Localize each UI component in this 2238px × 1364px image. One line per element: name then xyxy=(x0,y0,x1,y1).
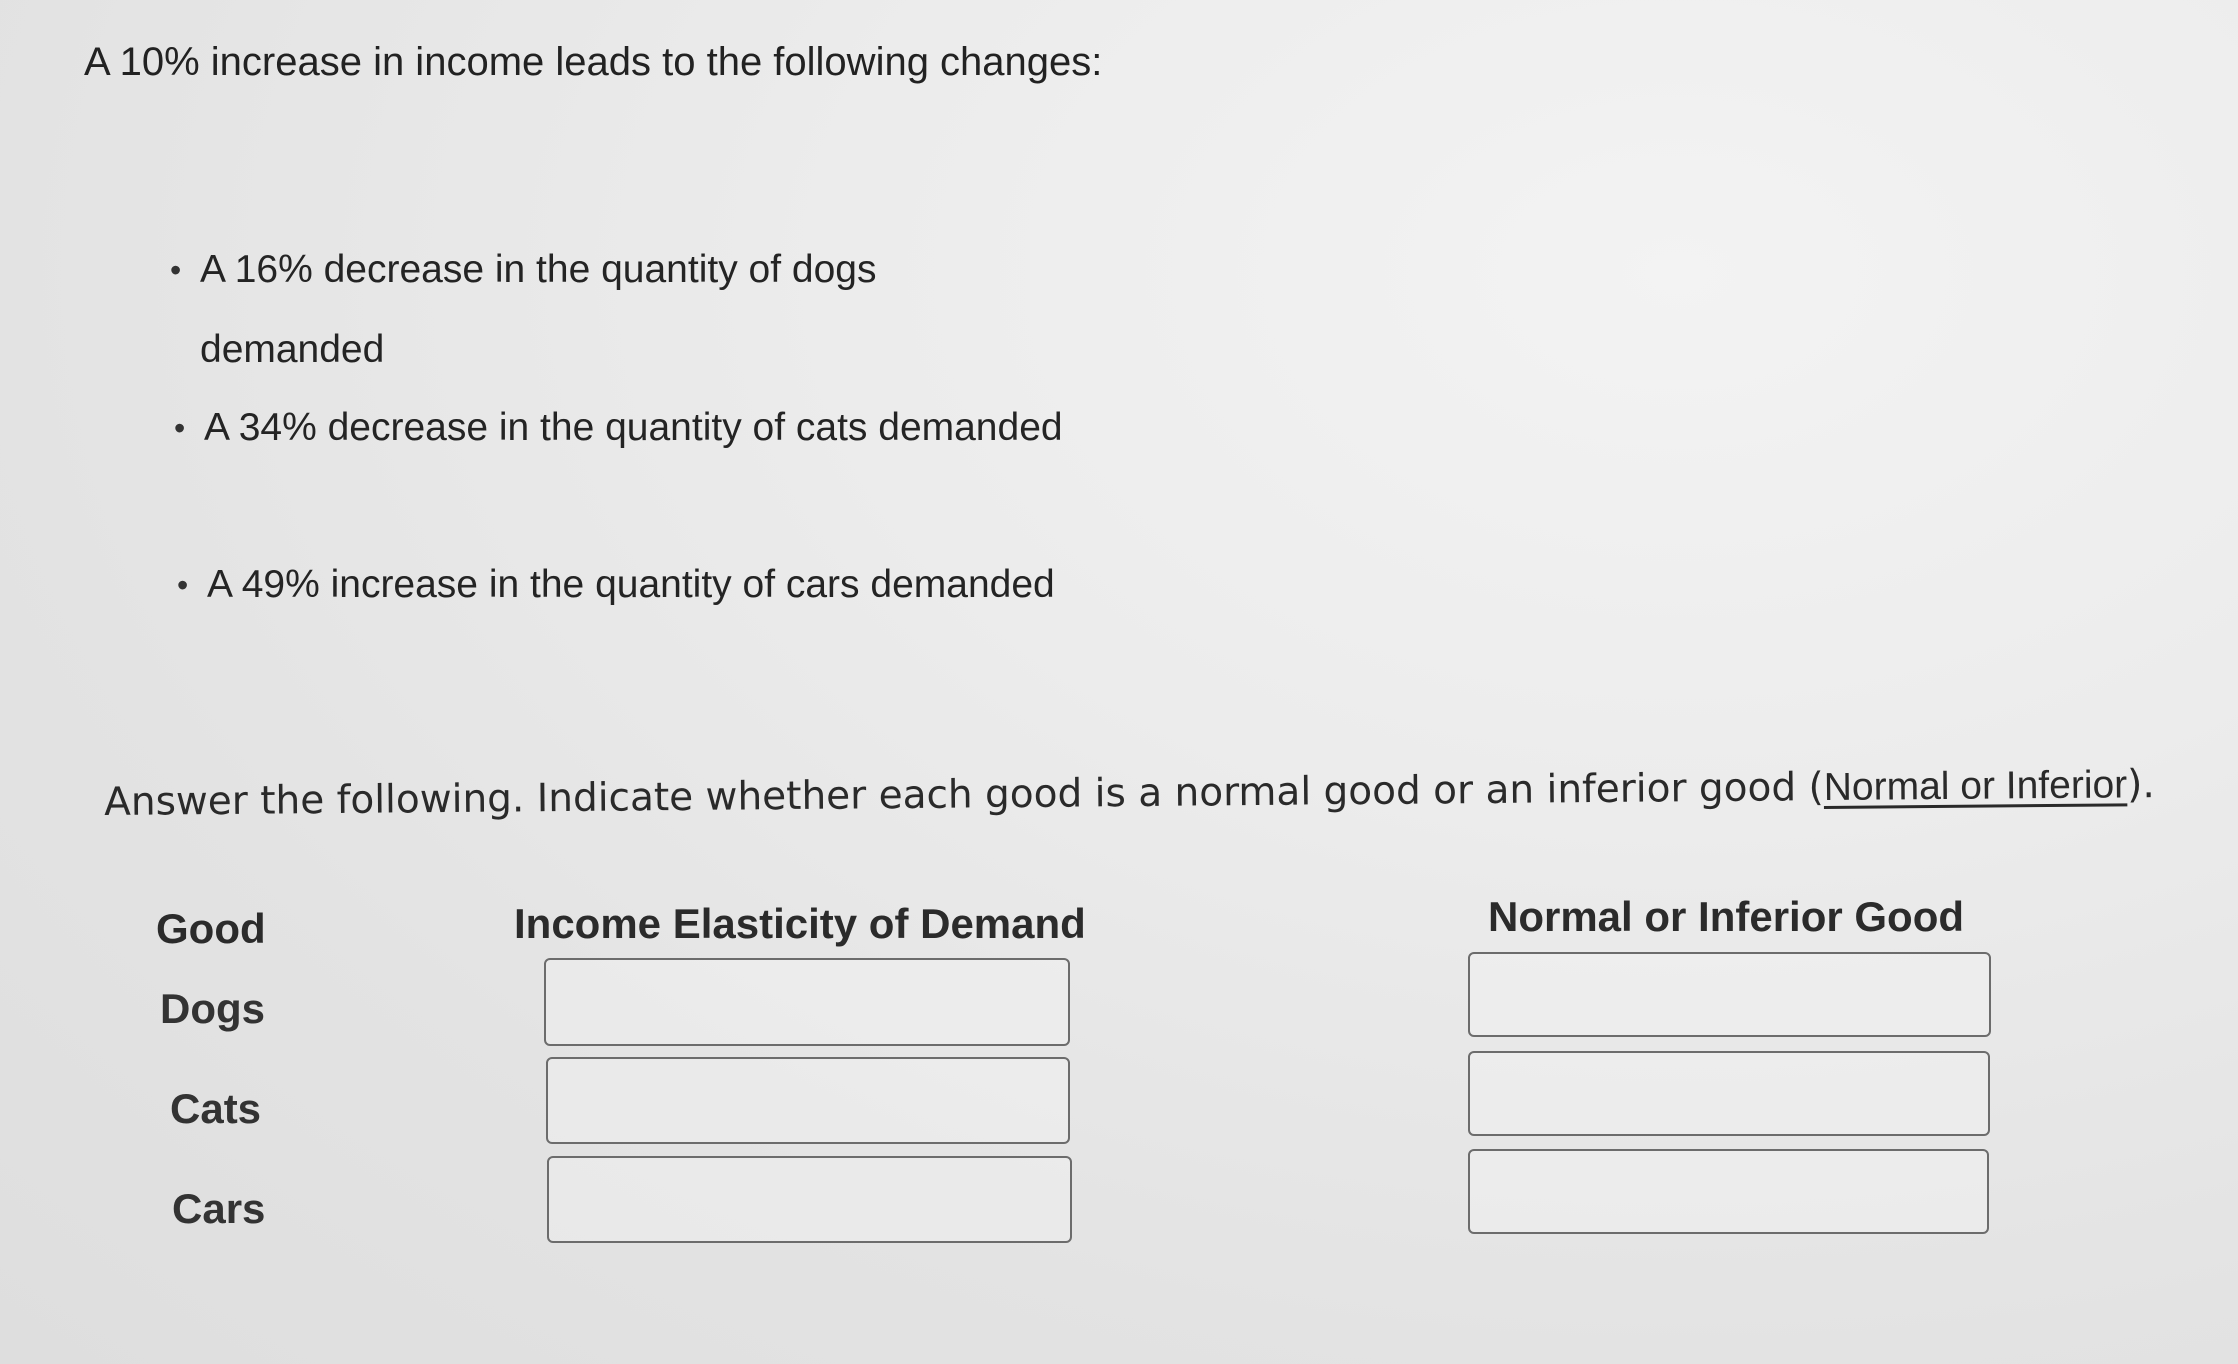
column-header-good: Good xyxy=(156,905,266,952)
instruction-prefix: Answer the following. Indicate whether each good is a normal good or an inferior good ( xyxy=(104,764,1824,825)
list-item xyxy=(177,545,1055,625)
bullet-dot-icon: • xyxy=(170,252,182,288)
list-item xyxy=(170,230,960,390)
cars-elasticity-input[interactable] xyxy=(547,1156,1072,1243)
cars-classification-input[interactable] xyxy=(1468,1149,1989,1234)
dogs-elasticity-input[interactable] xyxy=(544,958,1070,1046)
column-header-elasticity: Income Elasticity of Demand xyxy=(514,900,1086,947)
column-header-classification: Normal or Inferior Good xyxy=(1488,893,1965,940)
bullet-dot-icon: • xyxy=(174,410,186,446)
row-label-cats: Cats xyxy=(170,1085,262,1132)
question-intro: A 10% increase in income leads to the following changes: xyxy=(84,40,1103,84)
normal-or-inferior-link[interactable]: Normal or Inferior xyxy=(1823,763,2128,809)
instruction-suffix: ). xyxy=(2126,762,2156,808)
row-label-cars: Cars xyxy=(172,1185,266,1232)
bullet-dot-icon: • xyxy=(177,567,189,603)
dogs-classification-input[interactable] xyxy=(1468,952,1991,1037)
bullet-text: A 49% increase in the quantity of cars demanded xyxy=(207,563,1055,606)
cats-elasticity-input[interactable] xyxy=(546,1057,1070,1144)
bullet-text: A 16% decrease in the quantity of dogs demanded xyxy=(200,248,877,371)
list-item xyxy=(174,388,1063,468)
row-label-dogs: Dogs xyxy=(160,985,265,1032)
cats-classification-input[interactable] xyxy=(1468,1051,1990,1136)
instruction-text xyxy=(104,762,2155,825)
bullet-text: A 34% decrease in the quantity of cats demanded xyxy=(204,406,1063,449)
